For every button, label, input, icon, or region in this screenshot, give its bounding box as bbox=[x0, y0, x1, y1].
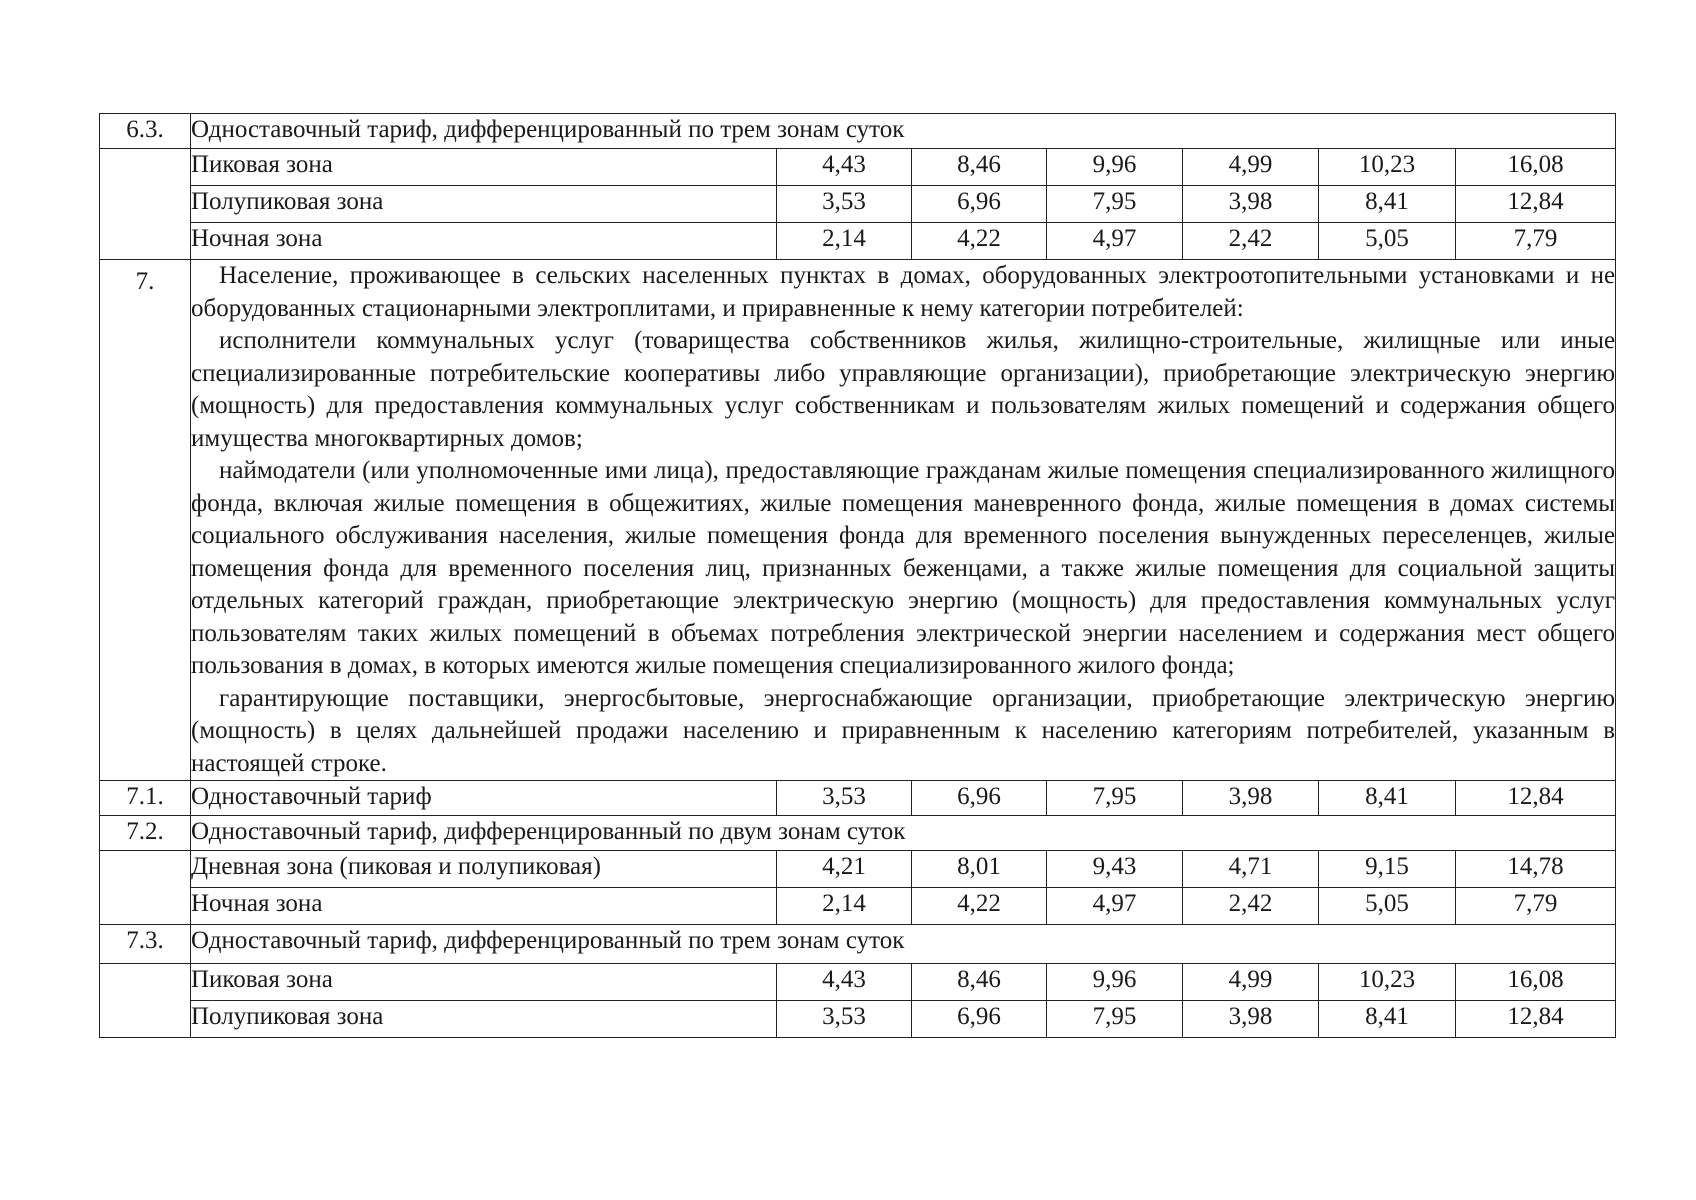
zone-label: Пиковая зона bbox=[191, 149, 777, 186]
table-row bbox=[100, 186, 1616, 223]
value-cell: 3,98 bbox=[1183, 781, 1319, 816]
value-cell: 4,97 bbox=[1047, 888, 1183, 925]
value-cell: 4,97 bbox=[1047, 223, 1183, 260]
value-cell: 9,43 bbox=[1047, 851, 1183, 888]
value-cell: 4,22 bbox=[912, 888, 1047, 925]
value-cell: 9,15 bbox=[1319, 851, 1456, 888]
table-row bbox=[100, 1001, 1616, 1038]
value-cell: 12,84 bbox=[1456, 186, 1616, 223]
value-cell: 6,96 bbox=[912, 186, 1047, 223]
row-number: 7. bbox=[100, 260, 191, 781]
value-cell: 7,95 bbox=[1047, 781, 1183, 816]
value-cell: 3,98 bbox=[1183, 186, 1319, 223]
zone-label: Одноставочный тариф bbox=[191, 781, 777, 816]
value-cell: 3,98 bbox=[1183, 1001, 1319, 1038]
table-row bbox=[100, 925, 1616, 964]
table-row bbox=[100, 964, 1616, 1001]
value-cell: 16,08 bbox=[1456, 964, 1616, 1001]
value-cell: 8,46 bbox=[912, 964, 1047, 1001]
value-cell: 10,23 bbox=[1319, 149, 1456, 186]
value-cell: 3,53 bbox=[777, 1001, 912, 1038]
value-cell: 14,78 bbox=[1456, 851, 1616, 888]
value-cell: 3,53 bbox=[777, 781, 912, 816]
value-cell: 8,46 bbox=[912, 149, 1047, 186]
paragraph: Население, проживающее в сельских населенных пунктах в домах, оборудованных электроотопительными установками и не оборудованных стационарными электроплитами, и приравненные к нему категории потребителей: bbox=[191, 262, 1616, 322]
value-cell: 6,96 bbox=[912, 1001, 1047, 1038]
paragraph: гарантирующие поставщики, энергосбытовые, энергоснабжающие организации, приобретающие электрическую энергию (мощность) в целях дальнейшей продажи населению и приравненным к населению категориям потребителей, указанным в настоящей строке. bbox=[191, 684, 1616, 777]
value-cell: 5,05 bbox=[1319, 223, 1456, 260]
table-row bbox=[100, 114, 1616, 149]
value-cell: 8,41 bbox=[1319, 781, 1456, 816]
paragraph: наймодатели (или уполномоченные ими лица), предоставляющие гражданам жилые помещения специализированного жилищного фонда, включая жилые помещения в общежитиях, жилые помещения маневренного фонда, жилые помещения в домах системы социального обслуживания населения, жилые помещения фонда для временного поселения вынужденных переселенцев, жилые помещения фонда для временного поселения лиц, признанных беженцами, а также жилые помещения для социальной защиты отдельных категорий граждан, приобретающие электрическую энергию (мощность) для предоставления коммунальных услуг пользователям таких жилых помещений в объемах потребления электрической энергии населением и содержания мест общего пользования в домах, в которых имеются жилые помещения специализированного жилого фонда; bbox=[191, 457, 1616, 679]
value-cell: 4,99 bbox=[1183, 964, 1319, 1001]
value-cell: 10,23 bbox=[1319, 964, 1456, 1001]
value-cell: 2,14 bbox=[777, 888, 912, 925]
value-cell: 8,41 bbox=[1319, 186, 1456, 223]
value-cell: 7,95 bbox=[1047, 186, 1183, 223]
row-number: 7.1. bbox=[100, 781, 191, 816]
value-cell: 4,43 bbox=[777, 149, 912, 186]
value-cell: 9,96 bbox=[1047, 964, 1183, 1001]
value-cell: 9,96 bbox=[1047, 149, 1183, 186]
value-cell: 2,14 bbox=[777, 223, 912, 260]
value-cell: 7,79 bbox=[1456, 888, 1616, 925]
category-description bbox=[191, 260, 1616, 781]
value-cell: 16,08 bbox=[1456, 149, 1616, 186]
value-cell: 6,96 bbox=[912, 781, 1047, 816]
value-cell: 7,95 bbox=[1047, 1001, 1183, 1038]
zone-label: Полупиковая зона bbox=[191, 1001, 777, 1038]
value-cell: 3,53 bbox=[777, 186, 912, 223]
row-number: 7.2. bbox=[100, 816, 191, 851]
table-row bbox=[100, 781, 1616, 816]
row-number: 6.3. bbox=[100, 114, 191, 149]
zone-label: Дневная зона (пиковая и полупиковая) bbox=[191, 851, 777, 888]
tariff-table bbox=[99, 113, 1616, 1038]
value-cell: 5,05 bbox=[1319, 888, 1456, 925]
value-cell: 4,71 bbox=[1183, 851, 1319, 888]
value-cell: 12,84 bbox=[1456, 1001, 1616, 1038]
value-cell: 12,84 bbox=[1456, 781, 1616, 816]
value-cell: 4,43 bbox=[777, 964, 912, 1001]
paragraph: исполнители коммунальных услуг (товарищества собственников жилья, жилищно-строительные, жилищные или иные специализированные потребительские кооперативы либо управляющие организации), приобретающие электрическую энергию (мощность) для предоставления коммунальных услуг собственникам и пользователям жилых помещений и содержания общего имущества многоквартирных домов; bbox=[191, 327, 1616, 452]
table-row bbox=[100, 888, 1616, 925]
table-row bbox=[100, 816, 1616, 851]
table-row bbox=[100, 223, 1616, 260]
table-row bbox=[100, 260, 1616, 781]
value-cell: 4,99 bbox=[1183, 149, 1319, 186]
value-cell: 2,42 bbox=[1183, 888, 1319, 925]
zone-label: Пиковая зона bbox=[191, 964, 777, 1001]
value-cell: 4,22 bbox=[912, 223, 1047, 260]
value-cell: 2,42 bbox=[1183, 223, 1319, 260]
zone-label: Ночная зона bbox=[191, 223, 777, 260]
row-title: Одноставочный тариф, дифференцированный по двум зонам суток bbox=[191, 816, 1616, 851]
value-cell: 8,41 bbox=[1319, 1001, 1456, 1038]
table-row bbox=[100, 149, 1616, 186]
value-cell: 4,21 bbox=[777, 851, 912, 888]
zone-label: Полупиковая зона bbox=[191, 186, 777, 223]
row-number: 7.3. bbox=[100, 925, 191, 964]
row-title: Одноставочный тариф, дифференцированный по трем зонам суток bbox=[191, 114, 1616, 149]
zone-label: Ночная зона bbox=[191, 888, 777, 925]
value-cell: 7,79 bbox=[1456, 223, 1616, 260]
value-cell: 8,01 bbox=[912, 851, 1047, 888]
row-title: Одноставочный тариф, дифференцированный по трем зонам суток bbox=[191, 925, 1616, 964]
table-row bbox=[100, 851, 1616, 888]
